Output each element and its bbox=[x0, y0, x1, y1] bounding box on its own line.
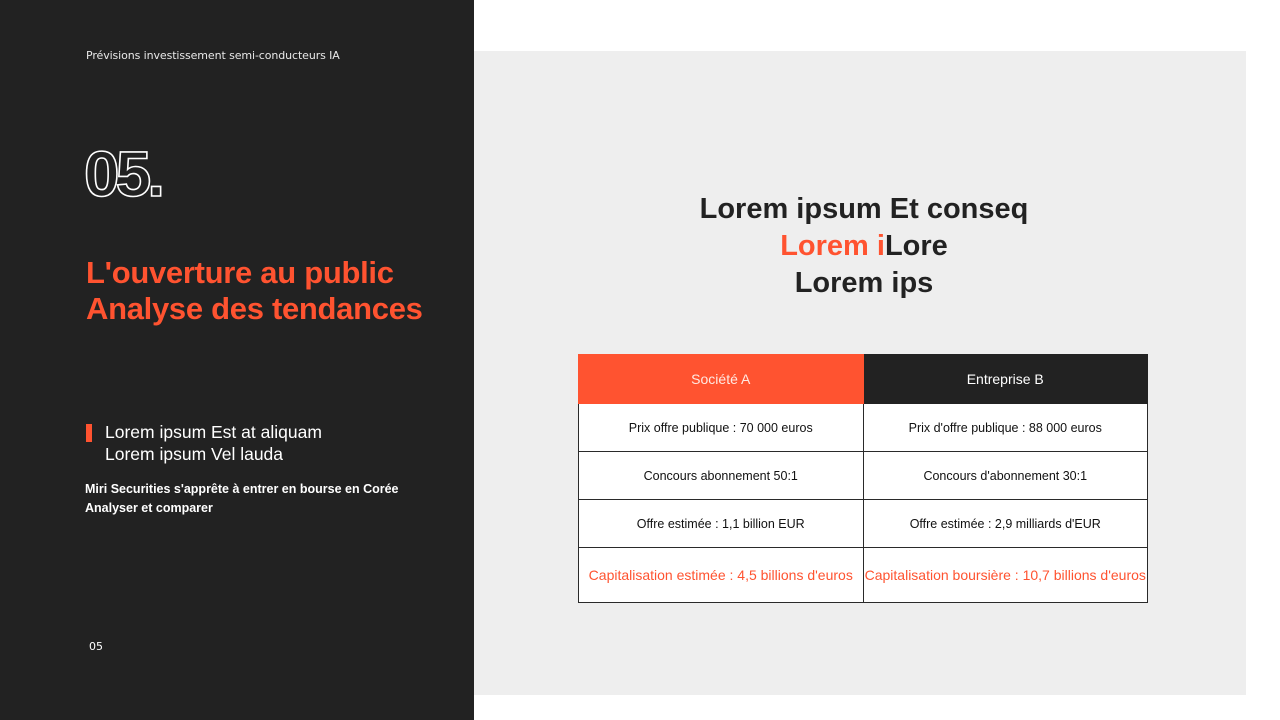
bullet-line-1: Lorem ipsum Est at aliquam bbox=[105, 422, 322, 442]
page-number: 05 bbox=[89, 640, 103, 653]
section-title-line-1: L'ouverture au public bbox=[86, 255, 394, 290]
table-cell: Concours d'abonnement 30:1 bbox=[863, 452, 1148, 500]
note-block bbox=[85, 480, 399, 518]
column-header-entreprise-b: Entreprise B bbox=[863, 355, 1148, 404]
right-panel bbox=[474, 51, 1246, 695]
table-header-row bbox=[579, 355, 1148, 404]
column-header-societe-a: Société A bbox=[579, 355, 864, 404]
table-cell-highlight: Capitalisation boursière : 10,7 billions d'euros bbox=[863, 548, 1148, 603]
table-cell: Prix offre publique : 70 000 euros bbox=[579, 404, 864, 452]
headline-line-3: Lorem ips bbox=[794, 267, 934, 299]
table-cell: Concours abonnement 50:1 bbox=[579, 452, 864, 500]
bullet-line-2: Lorem ipsum Vel lauda bbox=[105, 444, 284, 464]
table-cell: Prix d'offre publique : 88 000 euros bbox=[863, 404, 1148, 452]
headline-line-2 bbox=[474, 228, 1254, 265]
left-panel bbox=[0, 0, 474, 720]
table-row bbox=[579, 500, 1148, 548]
section-title bbox=[86, 255, 423, 327]
document-title: Prévisions investissement semi-conducteurs IA bbox=[86, 49, 340, 62]
headline-accent-text: Lorem i bbox=[780, 230, 885, 262]
table-cell: Offre estimée : 1,1 billion EUR bbox=[579, 500, 864, 548]
note-line-2: Analyser et comparer bbox=[85, 501, 213, 515]
comparison-table bbox=[578, 354, 1148, 603]
section-title-line-2: Analyse des tendances bbox=[86, 291, 423, 326]
table-cell: Offre estimée : 2,9 milliards d'EUR bbox=[863, 500, 1148, 548]
headline-line-1: Lorem ipsum Et conseq bbox=[699, 193, 1029, 225]
section-number: 05. bbox=[84, 138, 161, 210]
table-row bbox=[579, 452, 1148, 500]
table-row-highlight bbox=[579, 548, 1148, 603]
headline-rest-text: Lore bbox=[884, 230, 948, 262]
accent-bar-icon bbox=[86, 424, 92, 442]
headline bbox=[474, 191, 1254, 302]
table-row bbox=[579, 404, 1148, 452]
bullet-text bbox=[105, 421, 322, 465]
note-line-1: Miri Securities s'apprête à entrer en bourse en Corée bbox=[85, 482, 399, 496]
table-cell-highlight: Capitalisation estimée : 4,5 billions d'euros bbox=[579, 548, 864, 603]
